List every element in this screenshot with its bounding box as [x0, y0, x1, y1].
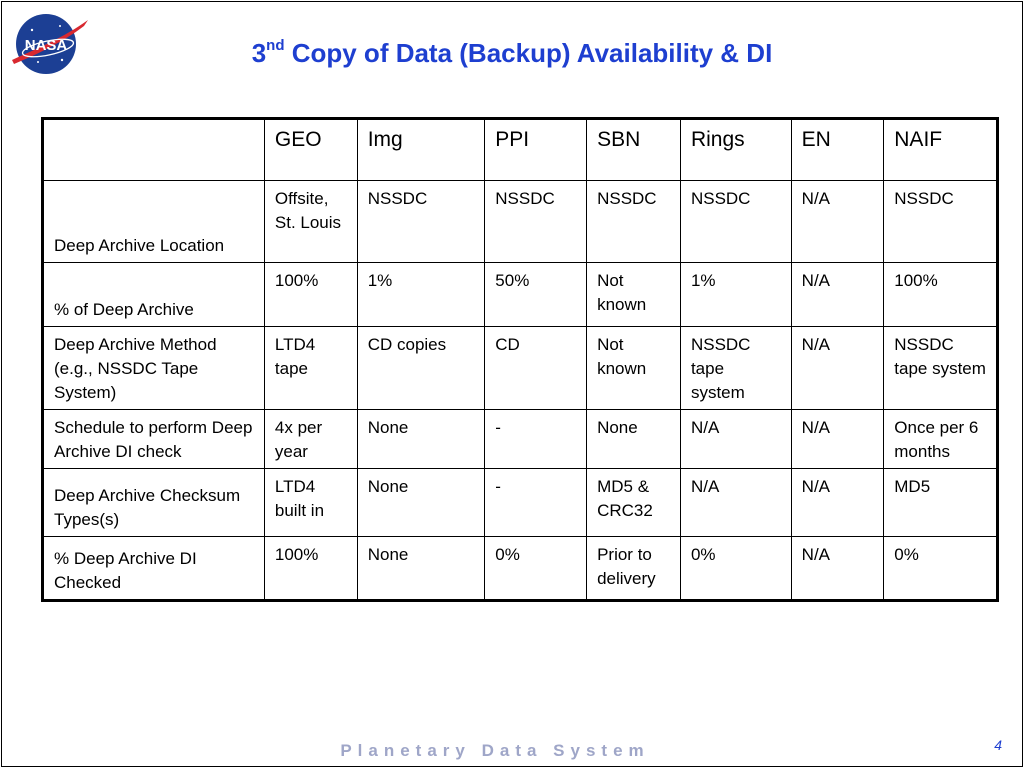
- table-cell: 1%: [357, 263, 485, 327]
- header-cell-rings: Rings: [680, 119, 791, 181]
- table-cell: CD copies: [357, 327, 485, 410]
- table-cell: Offsite, St. Louis: [264, 181, 357, 263]
- header-cell-naif: NAIF: [884, 119, 998, 181]
- svg-text:NASA: NASA: [24, 37, 68, 54]
- table-cell: N/A: [680, 469, 791, 537]
- header-cell-en: EN: [791, 119, 884, 181]
- table-cell: N/A: [791, 263, 884, 327]
- header-cell: [43, 119, 265, 181]
- table-cell: -: [485, 410, 587, 469]
- header-cell-geo: GEO: [264, 119, 357, 181]
- table-cell: 1%: [680, 263, 791, 327]
- table-cell: LTD4 tape: [264, 327, 357, 410]
- slide-title: 3nd Copy of Data (Backup) Availability & DI: [251, 37, 773, 68]
- table-cell: LTD4 built in: [264, 469, 357, 537]
- table-cell: N/A: [791, 327, 884, 410]
- header-cell-ppi: PPI: [485, 119, 587, 181]
- table-cell: CD: [485, 327, 587, 410]
- table-cell: None: [357, 410, 485, 469]
- availability-table: [41, 117, 999, 602]
- table-cell: N/A: [791, 469, 884, 537]
- table-cell: NSSDC: [884, 181, 998, 263]
- row-label: Deep Archive Method (e.g., NSSDC Tape System): [43, 327, 265, 410]
- table-cell: MD5 & CRC32: [587, 469, 681, 537]
- table-cell: Once per 6 months: [884, 410, 998, 469]
- table-cell: Not known: [587, 263, 681, 327]
- table-cell: 50%: [485, 263, 587, 327]
- table-cell: NSSDC: [587, 181, 681, 263]
- table-row: [43, 469, 998, 537]
- table-cell: None: [357, 537, 485, 601]
- table-header-row: [43, 119, 998, 181]
- table-cell: 0%: [680, 537, 791, 601]
- header-cell-sbn: SBN: [587, 119, 681, 181]
- table-cell: Not known: [587, 327, 681, 410]
- table-cell: 0%: [485, 537, 587, 601]
- table-cell: N/A: [791, 181, 884, 263]
- header-cell-img: Img: [357, 119, 485, 181]
- table-cell: NSSDC tape system: [680, 327, 791, 410]
- table-cell: None: [587, 410, 681, 469]
- table-cell: 100%: [884, 263, 998, 327]
- table-cell: N/A: [680, 410, 791, 469]
- row-label: Deep Archive Location: [43, 181, 265, 263]
- table-row: [43, 537, 998, 601]
- table-row: [43, 181, 998, 263]
- table-row: [43, 327, 998, 410]
- table-cell: N/A: [791, 537, 884, 601]
- table-cell: 4x per year: [264, 410, 357, 469]
- table-row: [43, 263, 998, 327]
- table-cell: NSSDC: [485, 181, 587, 263]
- table-cell: 100%: [264, 537, 357, 601]
- row-label: Deep Archive Checksum Types(s): [43, 469, 265, 537]
- table-cell: 100%: [264, 263, 357, 327]
- table-cell: NSSDC: [357, 181, 485, 263]
- table-cell: N/A: [791, 410, 884, 469]
- table-row: [43, 410, 998, 469]
- footer-text: Planetary Data System: [340, 741, 650, 760]
- table-cell: MD5: [884, 469, 998, 537]
- row-label: Schedule to perform Deep Archive DI check: [43, 410, 265, 469]
- table-cell: NSSDC: [680, 181, 791, 263]
- table-cell: -: [485, 469, 587, 537]
- page-number: 4: [994, 737, 1002, 753]
- row-label: % Deep Archive DI Checked: [43, 537, 265, 601]
- row-label: % of Deep Archive: [43, 263, 265, 327]
- table-cell: NSSDC tape system: [884, 327, 998, 410]
- table-cell: None: [357, 469, 485, 537]
- table-cell: Prior to delivery: [587, 537, 681, 601]
- table-cell: 0%: [884, 537, 998, 601]
